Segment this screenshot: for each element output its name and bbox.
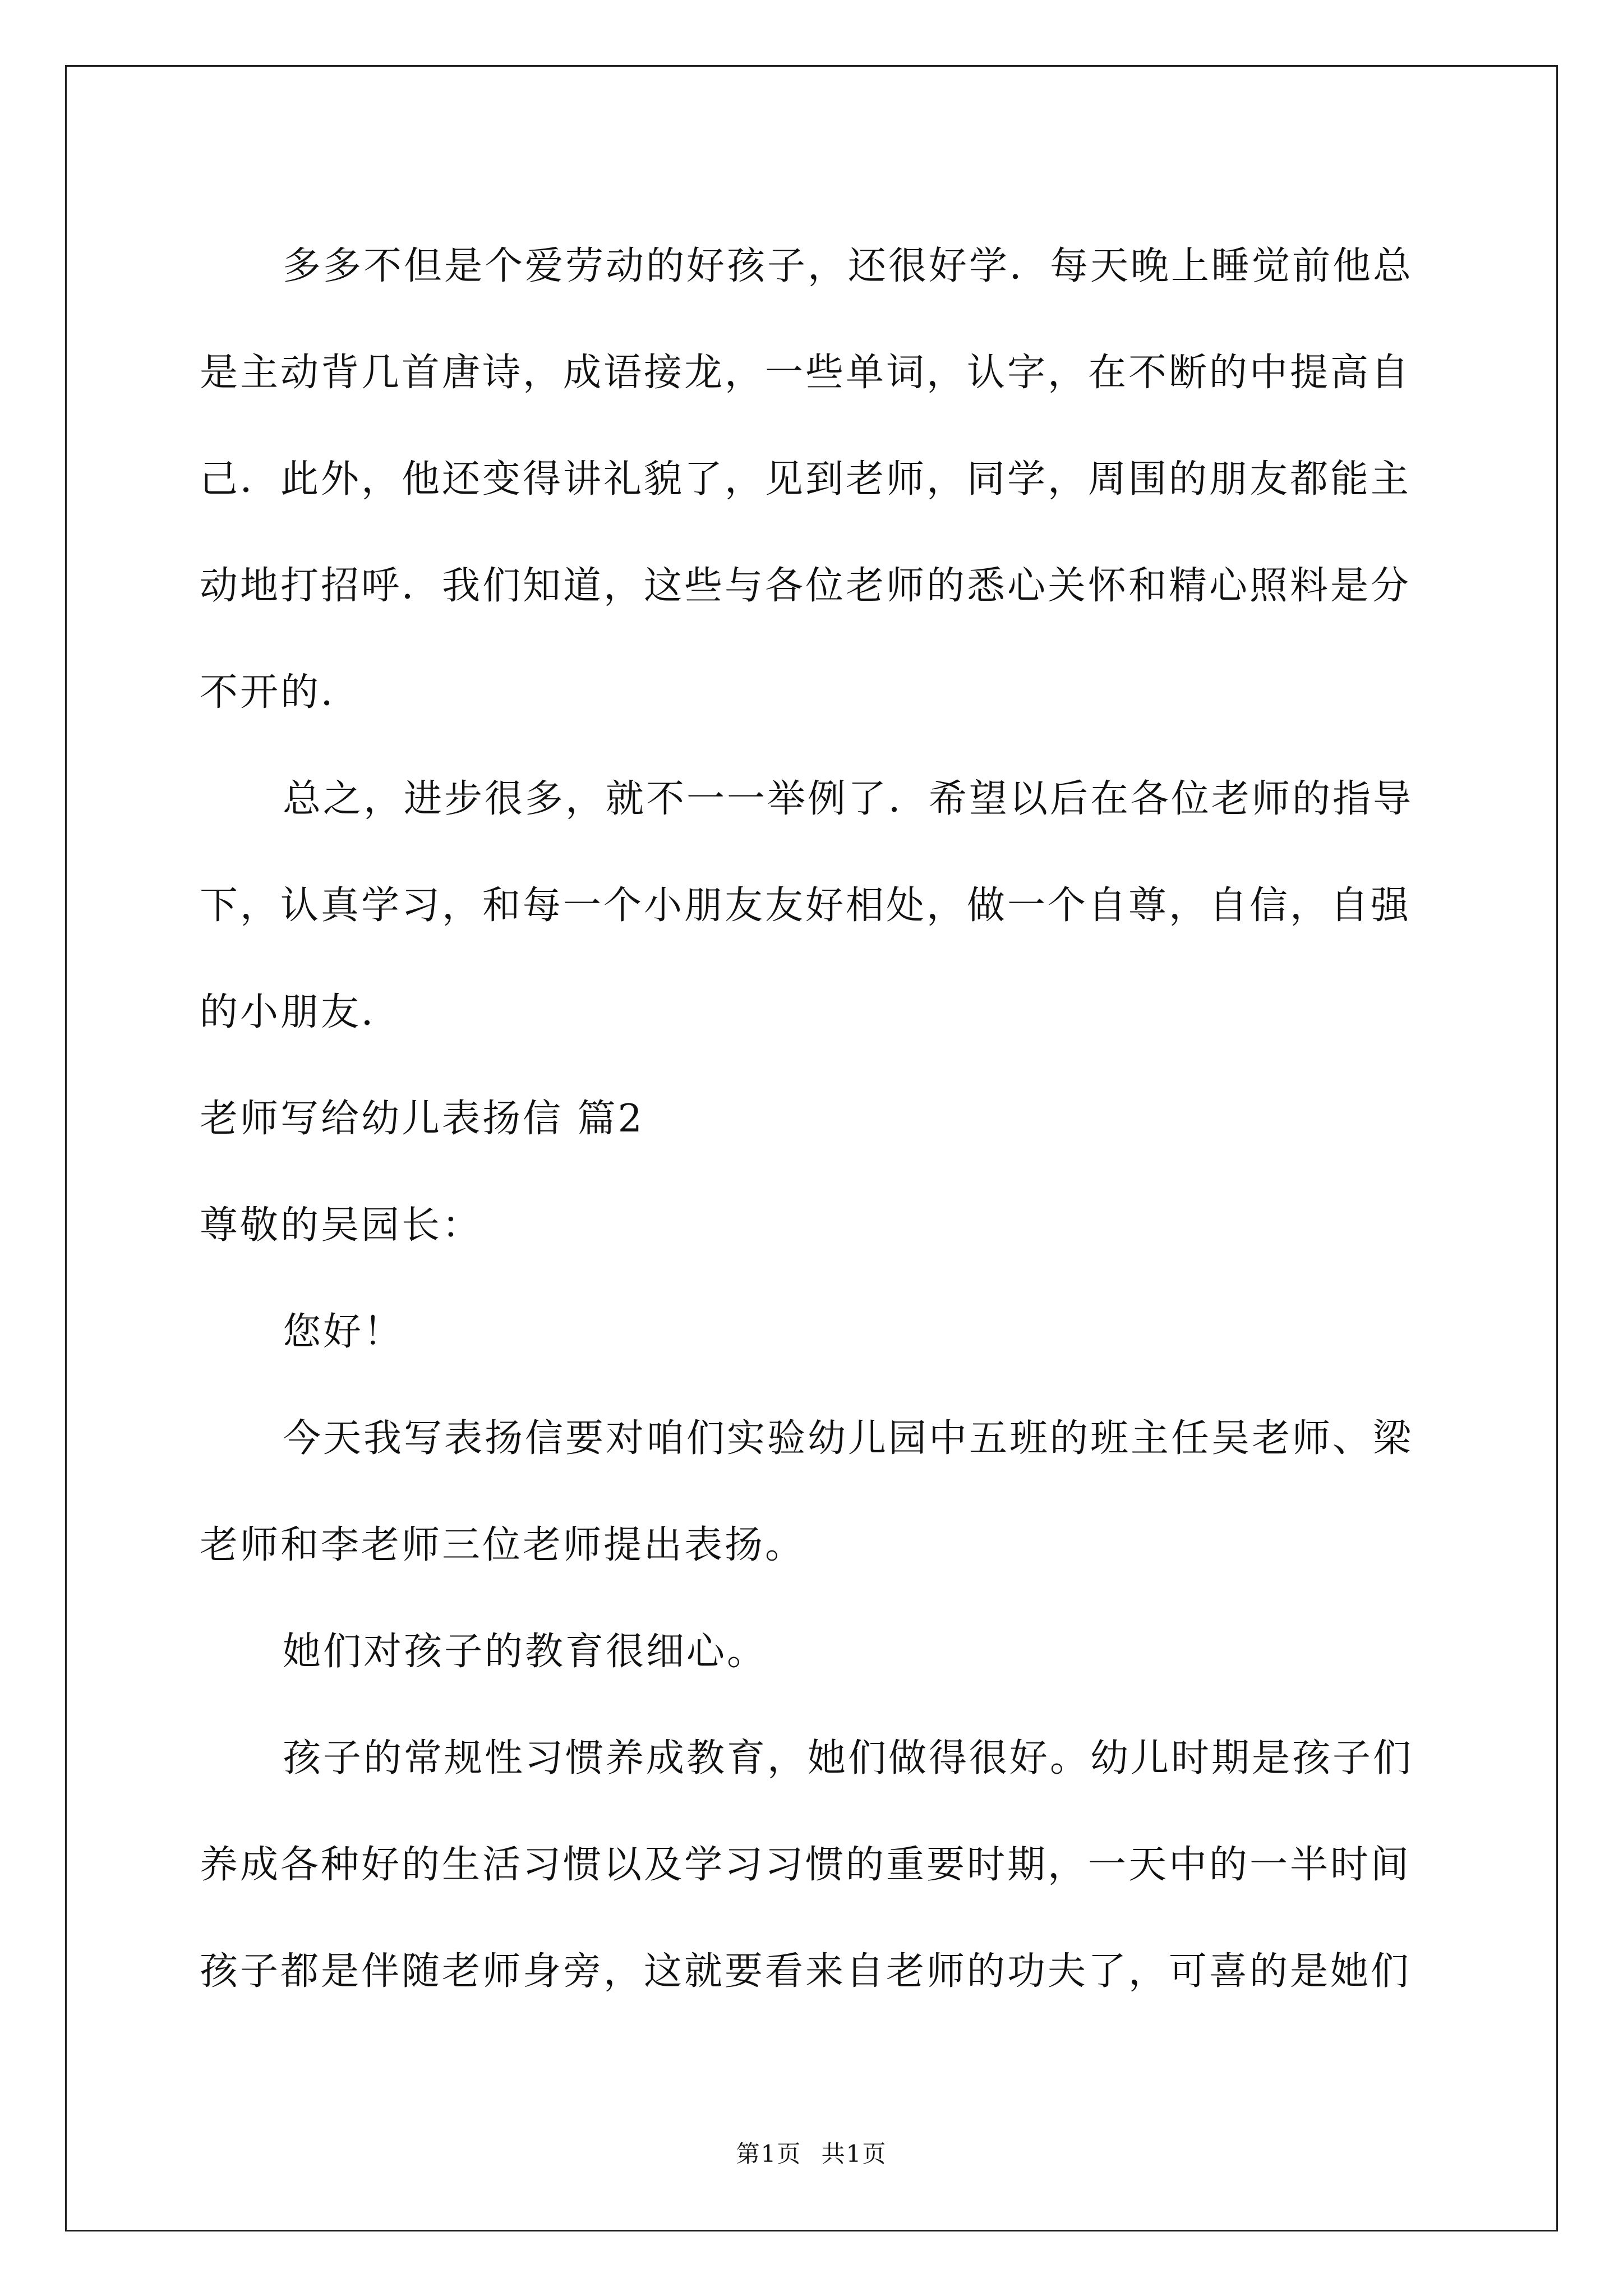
page-number-total: 共1页	[821, 2140, 887, 2168]
paragraph-3: 今天我写表扬信要对咱们实验幼儿园中五班的班主任吴老师、梁老师和李老师三位老师提出表扬。	[200, 1416, 1414, 1567]
paragraph-1: 多多不但是个爱劳动的好孩子，还很好学．每天晚上睡觉前他总是主动背几首唐诗，成语接龙，一些单词，认字，在不断的中提高自己．此外，他还变得讲礼貌了，见到老师，同学，周围的朋友都能主动地打招呼．我们知道，这些与各位老师的悉心关怀和精心照料是分不开的．	[200, 244, 1414, 715]
greeting: 您好！	[283, 1310, 404, 1354]
document-body	[200, 213, 1433, 2025]
section-heading: 老师写给幼儿表扬信 篇2	[200, 1097, 644, 1141]
paragraph-5: 孩子的常规性习惯养成教育，她们做得很好。幼儿时期是孩子们养成各种好的生活习惯以及学习习惯的重要时期，一天中的一半时间孩子都是伴随老师身旁，这就要看来自老师的功夫了，可喜的是她们	[200, 1736, 1414, 1994]
page-number-current: 第1页	[736, 2140, 802, 2168]
page-footer	[0, 2137, 1623, 2171]
salutation: 尊敬的吴园长：	[200, 1203, 483, 1248]
paragraph-4: 她们对孩子的教育很细心。	[283, 1630, 768, 1674]
paragraph-2: 总之，进步很多，就不一一举例了．希望以后在各位老师的指导下，认真学习，和每一个小朋友友好相处，做一个自尊，自信，自强的小朋友．	[200, 777, 1414, 1034]
